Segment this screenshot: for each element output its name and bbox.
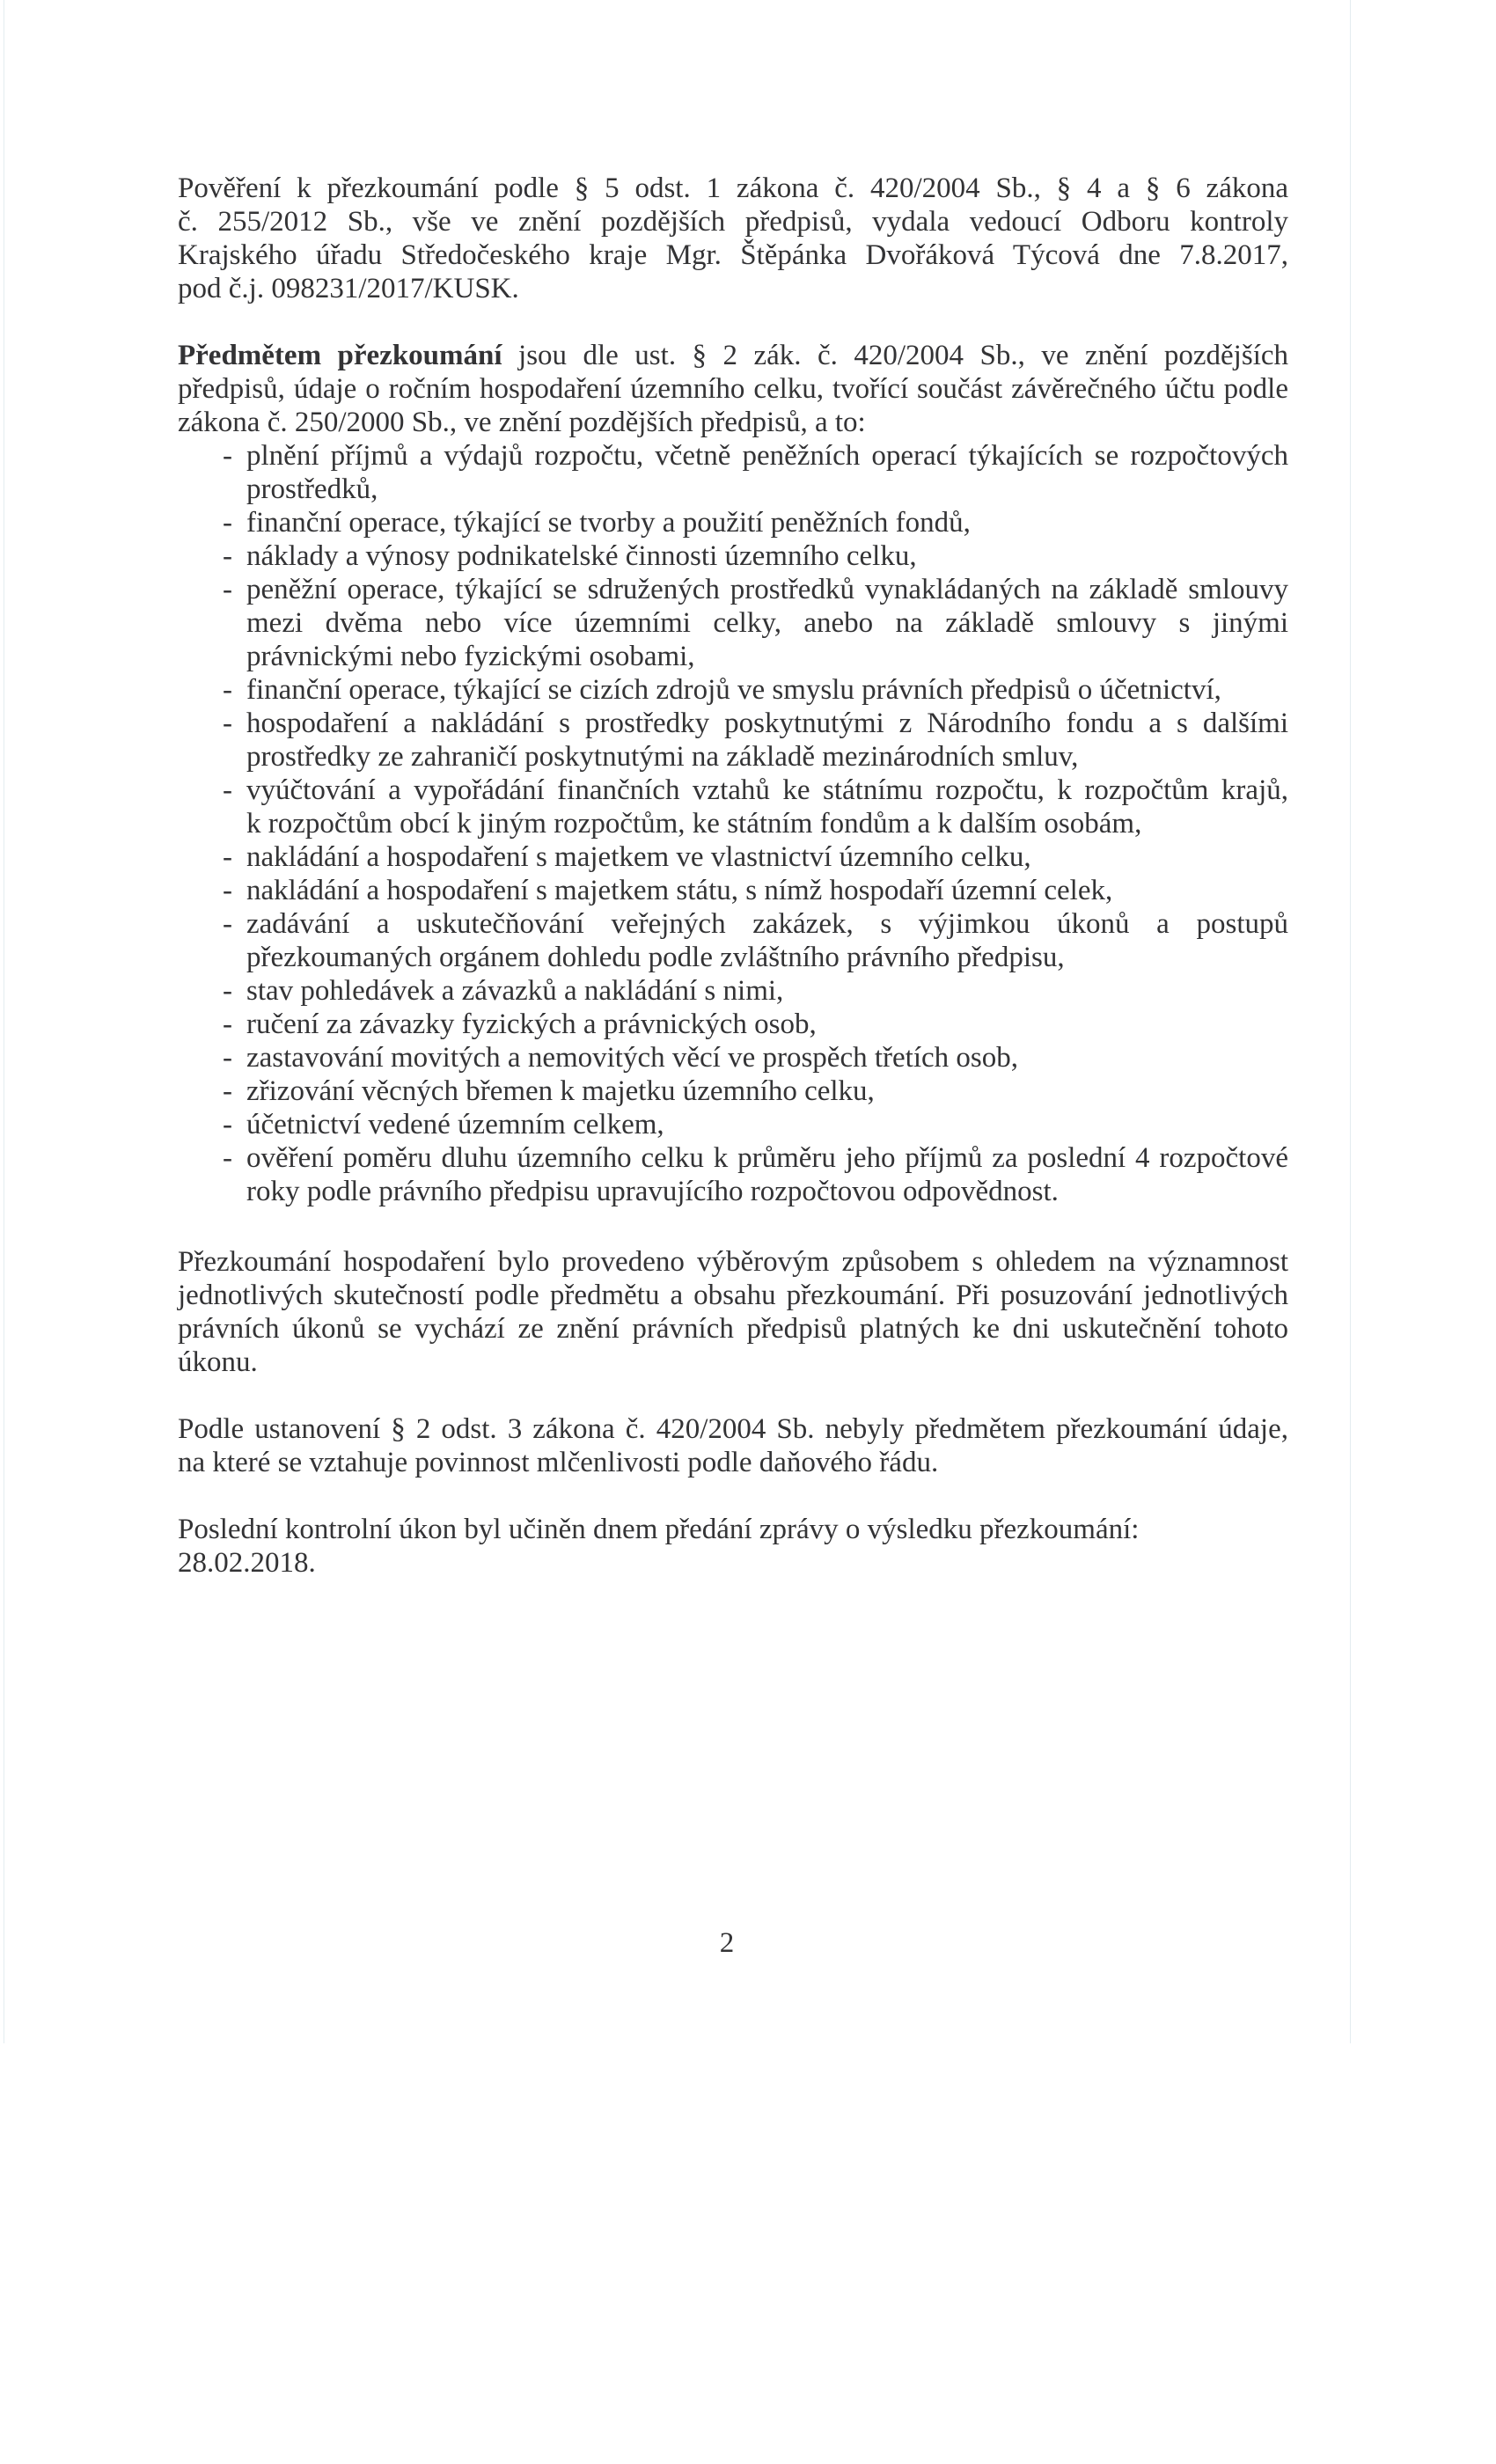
list-item: [178, 539, 1288, 573]
paragraph-line: Pověření k přezkoumání podle § 5 odst. 1 zákona č. 420/2004 Sb., § 4 a § 6 zákona: [178, 172, 1288, 204]
list-item-line: přezkoumaných orgánem dohledu podle zvláštního právního předpisu,: [246, 942, 1065, 973]
bullet-dash: -: [223, 674, 232, 706]
bullet-dash: -: [223, 1075, 232, 1107]
bullet-dash: -: [223, 1042, 232, 1074]
list-item: [178, 673, 1288, 707]
scan-edge-line-right: [1350, 0, 1351, 2043]
paragraph-line: Krajského úřadu Středočeského kraje Mgr. Štěpánka Dvořáková Týcová dne 7.8.2017,: [178, 239, 1288, 271]
subject-items-list: [178, 439, 1288, 1208]
list-item: [178, 439, 1288, 506]
list-item-text: [246, 673, 1288, 707]
paragraph-line: jednotlivých skutečností podle předmětu a obsahu přezkoumání. Při posuzování jednotlivých: [178, 1280, 1288, 1311]
bullet-dash: -: [223, 708, 232, 739]
paragraph-line: Přezkoumání hospodaření bylo provedeno výběrovým způsobem s ohledem na významnost: [178, 1246, 1288, 1278]
list-item: [178, 974, 1288, 1008]
bullet-dash: -: [223, 540, 232, 572]
list-item-line: zadávání a uskutečňování veřejných zakázek, s výjimkou úkonů a postupů: [246, 908, 1288, 940]
subject-bold-lead: Předmětem přezkoumání: [178, 340, 502, 371]
list-item-text: [246, 707, 1288, 774]
list-item-text: [246, 840, 1288, 874]
list-item: [178, 707, 1288, 774]
list-item-text: [246, 573, 1288, 673]
subject-paragraph: [178, 339, 1288, 1208]
list-item: [178, 840, 1288, 874]
list-item-text: [246, 439, 1288, 506]
paragraph-line: 28.02.2018.: [178, 1547, 316, 1579]
list-item-text: [246, 506, 1288, 539]
bullet-dash: -: [223, 507, 232, 539]
list-item-text: [246, 974, 1288, 1008]
list-item-line: vyúčtování a vypořádání finančních vztahů ke státnímu rozpočtu, k rozpočtům krajů,: [246, 774, 1288, 806]
paragraph-line: úkonu.: [178, 1346, 258, 1378]
list-item-line: právnickými nebo fyzickými osobami,: [246, 641, 695, 672]
list-item-line: k rozpočtům obcí k jiným rozpočtům, ke státním fondům a k dalším osobám,: [246, 808, 1142, 840]
bullet-dash: -: [223, 908, 232, 940]
subject-first-line-text: jsou dle ust. § 2 zák. č. 420/2004 Sb., ve znění pozdějších: [502, 340, 1289, 371]
list-item: [178, 874, 1288, 907]
paragraph-line: č. 255/2012 Sb., vše ve znění pozdějších předpisů, vydala vedoucí Odboru kontroly: [178, 206, 1288, 238]
list-item-line: prostředků,: [246, 473, 378, 505]
bullet-dash: -: [223, 574, 232, 605]
list-item: [178, 1041, 1288, 1074]
subject-line: zákona č. 250/2000 Sb., ve znění pozdějších předpisů, a to:: [178, 407, 866, 438]
bullet-dash: -: [223, 1142, 232, 1174]
bullet-dash: -: [223, 975, 232, 1007]
list-item: [178, 1141, 1288, 1208]
list-item-line: nakládání a hospodaření s majetkem ve vlastnictví územního celku,: [246, 841, 1031, 873]
bullet-dash: -: [223, 1109, 232, 1140]
list-item: [178, 1008, 1288, 1041]
list-item-line: náklady a výnosy podnikatelské činnosti územního celku,: [246, 540, 917, 572]
list-item-line: hospodaření a nakládání s prostředky poskytnutými z Národního fondu a s dalšími: [246, 708, 1288, 739]
list-item: [178, 573, 1288, 673]
list-item-text: [246, 907, 1288, 974]
list-item-text: [246, 1008, 1288, 1041]
list-item-text: [246, 1141, 1288, 1208]
list-item-line: stav pohledávek a závazků a nakládání s nimi,: [246, 975, 784, 1007]
method-paragraph: [178, 1245, 1288, 1379]
list-item-line: ověření poměru dluhu územního celku k průměru jeho příjmů za poslední 4 rozpočtové: [246, 1142, 1288, 1174]
confidentiality-paragraph: [178, 1412, 1288, 1479]
list-item-line: peněžní operace, týkající se sdružených prostředků vynakládaných na základě smlouvy: [246, 574, 1288, 605]
paragraph-line: na které se vztahuje povinnost mlčenlivosti podle daňového řádu.: [178, 1447, 939, 1478]
authorization-paragraph: [178, 172, 1288, 305]
subject-line: předpisů, údaje o ročním hospodaření územního celku, tvořící součást závěrečného účtu podle: [178, 373, 1288, 405]
bullet-dash: -: [223, 1008, 232, 1040]
list-item: [178, 1074, 1288, 1108]
list-item-line: plnění příjmů a výdajů rozpočtu, včetně peněžních operací týkajících se rozpočtových: [246, 440, 1288, 472]
list-item-text: [246, 1074, 1288, 1108]
bullet-dash: -: [223, 440, 232, 472]
subject-first-line: [178, 339, 1288, 372]
paragraph-line: Poslední kontrolní úkon byl učiněn dnem předání zprávy o výsledku přezkoumání:: [178, 1514, 1140, 1545]
list-item-line: finanční operace, týkající se tvorby a použití peněžních fondů,: [246, 507, 971, 539]
paragraph-line: Podle ustanovení § 2 odst. 3 zákona č. 420/2004 Sb. nebyly předmětem přezkoumání údaje,: [178, 1413, 1288, 1445]
list-item-line: zřizování věcných břemen k majetku územního celku,: [246, 1075, 875, 1107]
list-item: [178, 907, 1288, 974]
list-item-text: [246, 1108, 1288, 1141]
page-number: 2: [719, 1927, 735, 1959]
bullet-dash: -: [223, 875, 232, 906]
list-item-line: roky podle právního předpisu upravujícího rozpočtovou odpovědnost.: [246, 1176, 1059, 1207]
list-item-line: prostředky ze zahraničí poskytnutými na základě mezinárodních smluv,: [246, 741, 1079, 773]
list-item-line: nakládání a hospodaření s majetkem státu, s nímž hospodaří územní celek,: [246, 875, 1113, 906]
paragraph-line: pod č.j. 098231/2017/KUSK.: [178, 273, 519, 304]
list-item-text: [246, 874, 1288, 907]
list-item: [178, 774, 1288, 840]
list-item-line: účetnictví vedené územním celkem,: [246, 1109, 664, 1140]
list-item-text: [246, 774, 1288, 840]
list-item: [178, 506, 1288, 539]
bullet-dash: -: [223, 774, 232, 806]
list-item: [178, 1108, 1288, 1141]
bullet-dash: -: [223, 841, 232, 873]
list-item-line: finanční operace, týkající se cizích zdrojů ve smyslu právních předpisů o účetnictví,: [246, 674, 1221, 706]
paragraph-line: právních úkonů se vychází ze znění právních předpisů platných ke dni uskutečnění tohoto: [178, 1313, 1288, 1345]
list-item-line: ručení za závazky fyzických a právnických osob,: [246, 1008, 817, 1040]
last-action-paragraph: [178, 1513, 1288, 1580]
list-item-text: [246, 539, 1288, 573]
subject-lines: [178, 372, 1288, 439]
list-item-line: zastavování movitých a nemovitých věcí ve prospěch třetích osob,: [246, 1042, 1018, 1074]
list-item-text: [246, 1041, 1288, 1074]
list-item-line: mezi dvěma nebo více územními celky, anebo na základě smlouvy s jinými: [246, 607, 1288, 639]
